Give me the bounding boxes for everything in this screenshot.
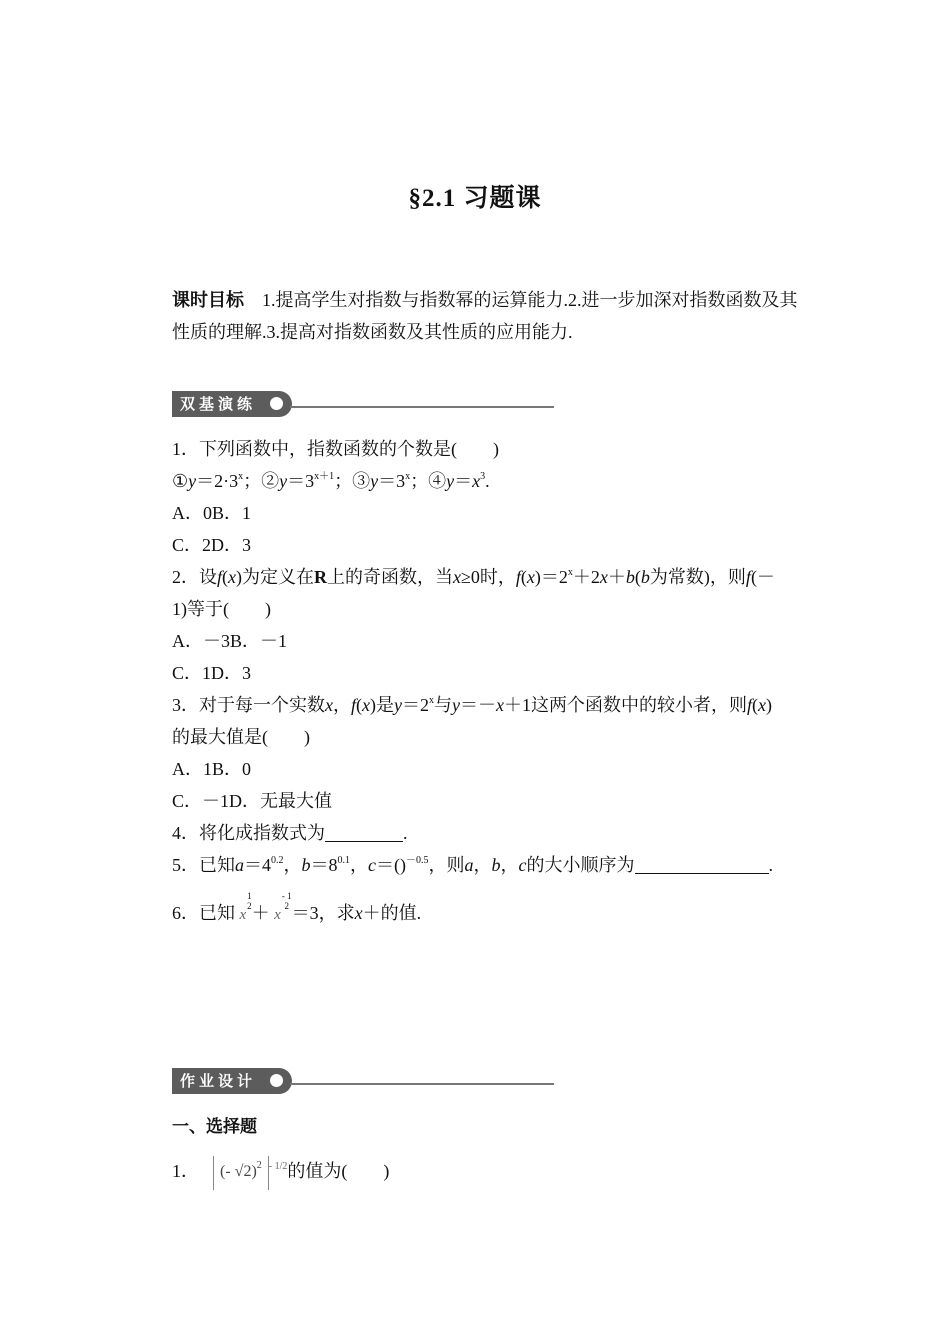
q2-option-c: C．1D．3: [172, 663, 252, 683]
math-expression: (- √2)$^2$: [213, 1156, 269, 1190]
answer-blank[interactable]: [635, 855, 769, 874]
q1-option-a: A．0B．1: [172, 503, 252, 523]
answer-blank[interactable]: [325, 823, 403, 842]
q3-option-c: C．－1D．无最大值: [172, 791, 333, 811]
q2-stem: 2．设f(x)为定义在R上的奇函数，当x≥0时，$f(x)=2^x+2x+b(b$为常数)，则f(－: [172, 567, 775, 587]
q2-option-a: A．－3B．－1: [172, 631, 288, 651]
q2-stem-line2: 1)等于( ): [172, 599, 271, 619]
q5-stem: 5．已知$a=4^{0.2}$，$b=8^{0.1}$，c＝()$^{-0.5}$，则a，b，c的大小顺序为 .: [172, 855, 773, 875]
banner-rule: [290, 406, 554, 408]
q3-option-a: A．1B．0: [172, 759, 252, 779]
lesson-goal: [172, 284, 812, 348]
banner-tag: 双基演练: [172, 391, 292, 417]
q1-stem: 1．下列函数中，指数函数的个数是( ): [172, 439, 499, 459]
banner-dot-icon: [270, 1074, 283, 1087]
banner-dot-icon: [270, 397, 283, 410]
q1-option-c: C．2D．3: [172, 535, 252, 555]
q3-stem: 3．对于每一个实数x，f(x)是$y=2^x$与y＝－x＋1这两个函数中的较小者，则f(x): [172, 695, 773, 715]
goal-label: 课时目标: [172, 290, 244, 310]
goal-text: 1.提高学生对指数与指数幂的运算能力.2.进一步加深对指数函数及其性质的理解.3.提高对指数函数及其性质的应用能力.: [172, 290, 798, 342]
q4-stem: 4．将化成指数式为 .: [172, 823, 408, 843]
section-heading: 一、选择题: [172, 1117, 257, 1137]
q3-stem-line2: 的最大值是( ): [172, 727, 310, 747]
banner-tag: 作业设计: [172, 1068, 292, 1094]
hw1-stem: 1． (- √2)$^2$ $^{- 1/2}$的值为( ): [172, 1156, 389, 1190]
banner-rule: [290, 1083, 554, 1085]
q6-stem: 6．已知 x1 2＋ x- 1 2 ＝3，求x＋的值.: [172, 891, 422, 923]
page-title: §2.1 习题课: [408, 185, 542, 212]
q1-items: $①y=2\cdot 3^x$；$②y=3^{x+1}$；$③y=3^x$；$④y=x^3$.: [172, 471, 490, 491]
